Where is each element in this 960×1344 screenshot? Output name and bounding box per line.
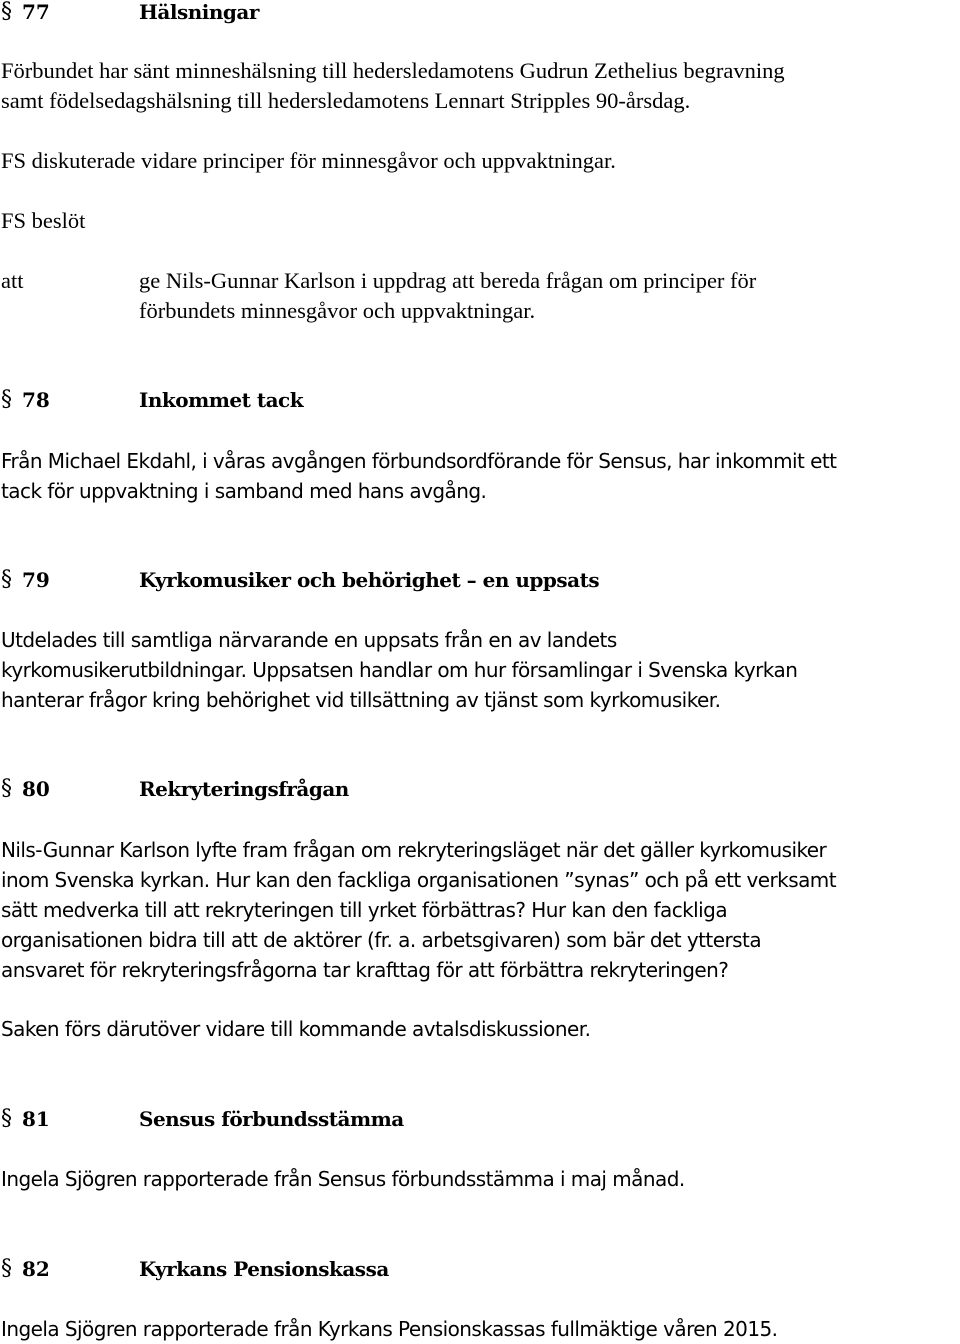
paragraph-line: hanterar frågor kring behörighet vid tillsättning av tjänst som kyrkomusiker.	[1, 688, 721, 712]
paragraph-line: Ingela Sjögren rapporterade från Sensus förbundsstämma i maj månad.	[1, 1167, 685, 1191]
paragraph-line: tack för uppvaktning i samband med hans avgång.	[1, 479, 487, 503]
section-number: 78	[22, 388, 50, 412]
section-title: Sensus förbundsstämma	[139, 1107, 404, 1131]
section-symbol: §	[1, 567, 12, 592]
section-number: 77	[22, 0, 50, 24]
decision-line: ge Nils-Gunnar Karlson i uppdrag att bereda frågan om principer för	[139, 268, 757, 293]
section-title: Kyrkans Pensionskassa	[139, 1257, 389, 1281]
section-symbol: §	[1, 387, 12, 412]
section-title: Hälsningar	[139, 0, 259, 24]
paragraph-line: organisationen bidra till att de aktörer (fr. a. arbetsgivaren) som bär det yttersta	[1, 928, 762, 952]
section-number: 79	[22, 568, 50, 592]
section-symbol: §	[1, 776, 12, 801]
section-number: 80	[22, 777, 50, 801]
section-symbol: §	[1, 1256, 12, 1281]
section-title: Kyrkomusiker och behörighet – en uppsats	[139, 568, 600, 592]
paragraph-line: Från Michael Ekdahl, i våras avgången förbundsordförande för Sensus, har inkommit ett	[1, 449, 837, 473]
paragraph-line: Saken förs därutöver vidare till kommande avtalsdiskussioner.	[1, 1017, 591, 1041]
paragraph-line: FS diskuterade vidare principer för minnesgåvor och uppvaktningar.	[1, 148, 616, 173]
section-number: 81	[22, 1107, 50, 1131]
paragraph-line: ansvaret för rekryteringsfrågorna tar krafttag för att förbättra rekryteringen?	[1, 958, 729, 982]
paragraph-line: Förbundet har sänt minneshälsning till hedersledamotens Gudrun Zethelius begravning	[1, 58, 785, 83]
section-number: 82	[22, 1257, 50, 1281]
paragraph-line: sätt medverka till att rekryteringen till yrket förbättras? Hur kan den fackliga	[1, 898, 728, 922]
decision-label: att	[1, 268, 24, 293]
section-symbol: §	[1, 1106, 12, 1131]
paragraph-line: inom Svenska kyrkan. Hur kan den fackliga organisationen ”synas” och på ett verksamt	[1, 868, 837, 892]
paragraph-line: Utdelades till samtliga närvarande en uppsats från en av landets	[1, 628, 617, 652]
section-title: Rekryteringsfrågan	[139, 777, 349, 801]
section-symbol: §	[1, 0, 12, 24]
paragraph-line: Ingela Sjögren rapporterade från Kyrkans Pensionskassas fullmäktige våren 2015.	[1, 1317, 778, 1341]
paragraph-line: Nils-Gunnar Karlson lyfte fram frågan om rekryteringsläget när det gäller kyrkomusiker	[1, 838, 827, 862]
section-title: Inkommet tack	[139, 388, 304, 412]
paragraph-line: FS beslöt	[1, 208, 86, 233]
paragraph-line: samt födelsedagshälsning till hedersledamotens Lennart Stripples 90-årsdag.	[1, 88, 691, 113]
paragraph-line: kyrkomusikerutbildningar. Uppsatsen handlar om hur församlingar i Svenska kyrkan	[1, 658, 798, 682]
decision-line: förbundets minnesgåvor och uppvaktningar.	[139, 298, 536, 323]
